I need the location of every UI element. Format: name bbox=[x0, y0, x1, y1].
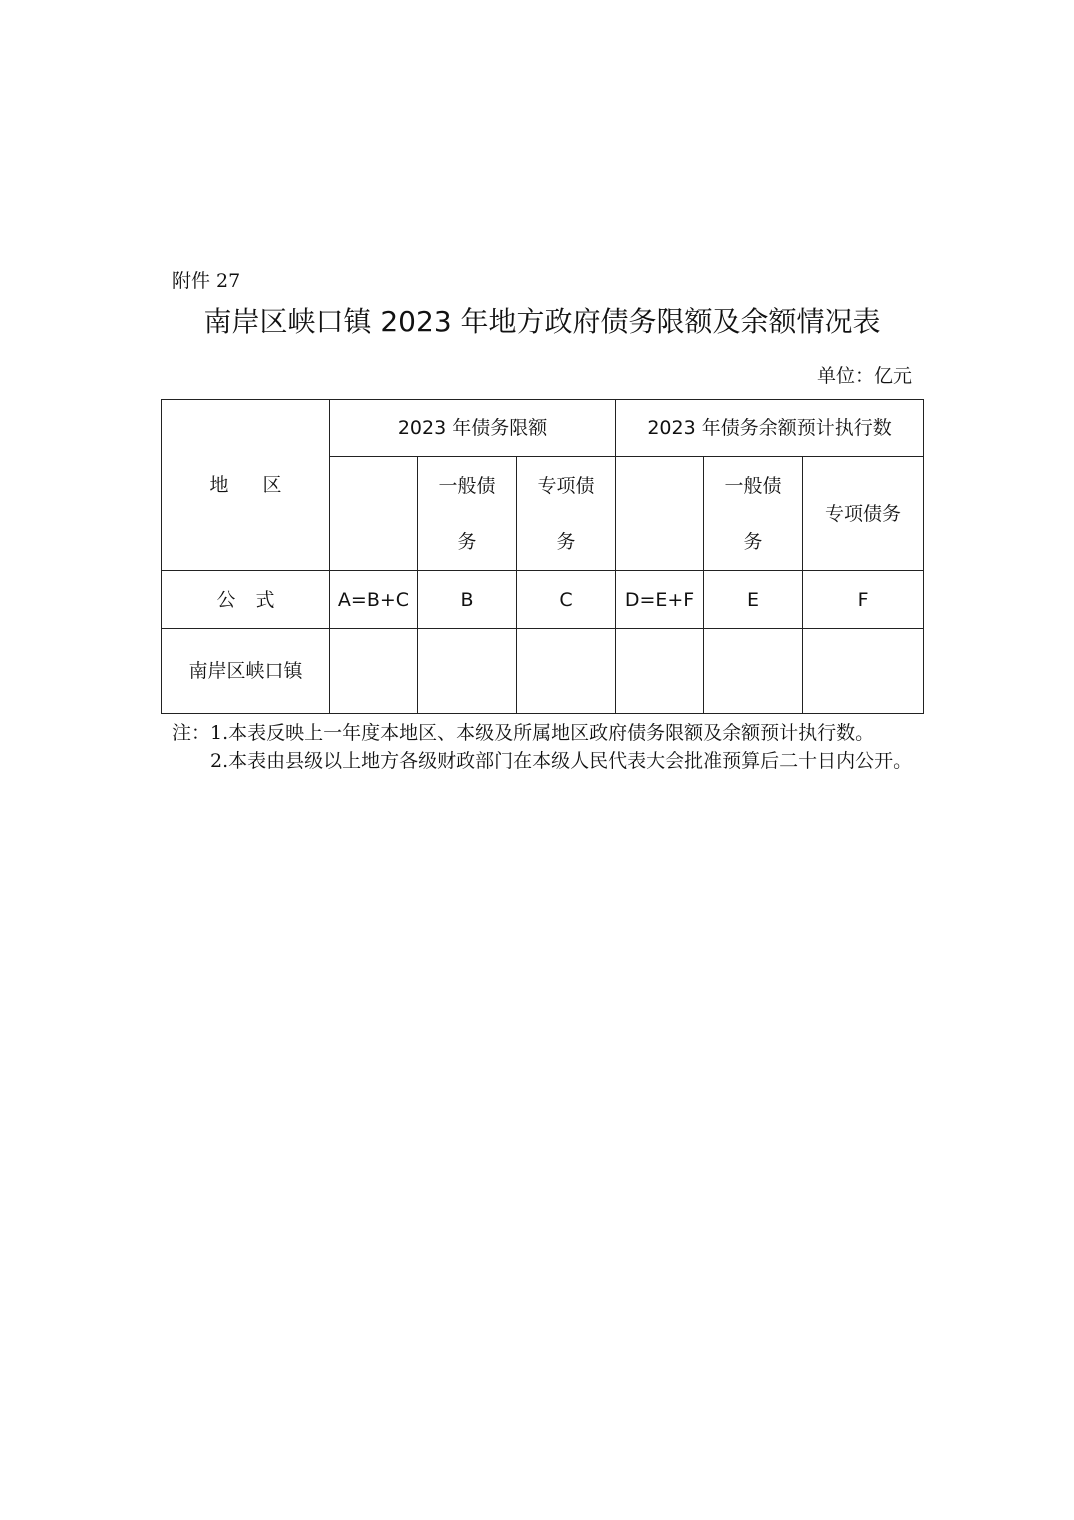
formula-cell: F bbox=[803, 571, 924, 629]
notes bbox=[172, 719, 914, 775]
table-row bbox=[162, 629, 924, 714]
page-title: 南岸区峡口镇 2023 年地方政府债务限额及余额情况表 bbox=[203, 305, 881, 338]
formula-cell: B bbox=[418, 571, 517, 629]
note-2: 2.本表由县级以上地方各级财政部门在本级人民代表大会批准预算后二十日内公开。 bbox=[210, 750, 913, 772]
region-name: 南岸区峡口镇 bbox=[162, 629, 330, 714]
formula-cell: C bbox=[517, 571, 616, 629]
balance-group-header: 2023 年债务余额预计执行数 bbox=[616, 400, 924, 457]
limit-total-header bbox=[330, 457, 418, 571]
region-header: 地区 bbox=[162, 400, 330, 571]
limit-general-header bbox=[418, 457, 517, 571]
formula-label: 公式 bbox=[162, 571, 330, 629]
debt-table bbox=[161, 399, 924, 714]
data-cell bbox=[517, 629, 616, 714]
balance-total-header bbox=[616, 457, 704, 571]
unit-label: 单位：亿元 bbox=[816, 365, 912, 387]
formula-cell: E bbox=[704, 571, 803, 629]
formula-cell: A=B+C bbox=[330, 571, 418, 629]
data-cell bbox=[418, 629, 517, 714]
data-cell bbox=[616, 629, 704, 714]
balance-general-header bbox=[704, 457, 803, 571]
balance-special-header: 专项债务 bbox=[803, 457, 924, 571]
limit-special-header bbox=[517, 457, 616, 571]
formula-cell: D=E+F bbox=[616, 571, 704, 629]
formula-row bbox=[162, 571, 924, 629]
attachment-label: 附件 27 bbox=[172, 270, 241, 292]
balance-general-label: 一般债务 bbox=[724, 474, 782, 553]
limit-group-header: 2023 年债务限额 bbox=[330, 400, 616, 457]
header-row-1 bbox=[162, 400, 924, 457]
limit-special-label: 专项债务 bbox=[537, 474, 595, 553]
data-cell bbox=[803, 629, 924, 714]
data-cell bbox=[704, 629, 803, 714]
data-cell bbox=[330, 629, 418, 714]
limit-general-label: 一般债务 bbox=[438, 474, 496, 553]
note-1: 注：1.本表反映上一年度本地区、本级及所属地区政府债务限额及余额预计执行数。 bbox=[172, 722, 875, 744]
